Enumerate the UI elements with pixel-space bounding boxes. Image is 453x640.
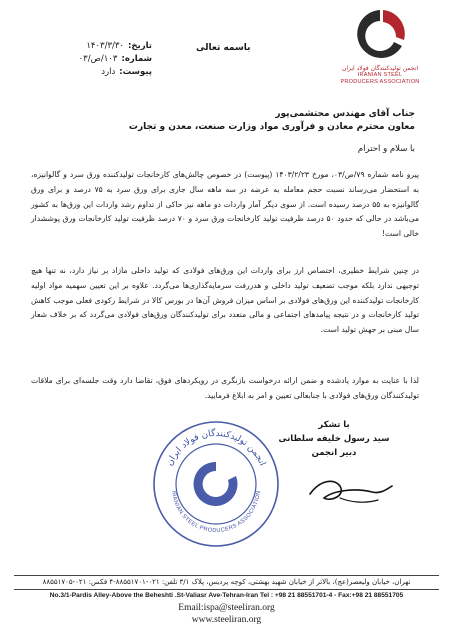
footer-address-persian: تهران، خیابان ولیعصر(عج)، بالاتر از خیابان شهید بهشتی، کوچه پردیس، پلاک ۳/۱ تلفن: ۰۲۱-۸۸۵۵۱۷۰۱-۴ فکس: ۰۲۱-۸۸۵۵۱۷۰۵ bbox=[42, 578, 411, 586]
handwritten-signature-icon bbox=[300, 472, 400, 512]
footer-divider-middle bbox=[14, 589, 439, 590]
stamp-english-text: IRANIAN STEEL PRODUCERS ASSOCIATION bbox=[170, 490, 262, 535]
reference-block bbox=[32, 40, 152, 79]
footer-email: Email:ispa@steeliran.org bbox=[178, 603, 275, 613]
number-row bbox=[32, 53, 152, 66]
date-row bbox=[32, 40, 152, 53]
signer-name: سید رسول خلیفه سلطانی bbox=[278, 434, 390, 444]
stamp-persian-text: انجمن تولیدکنندگان فولاد ایران bbox=[164, 428, 268, 468]
date-label: تاریخ: bbox=[128, 41, 152, 51]
closing-thanks: با تشکر bbox=[318, 420, 350, 430]
logo-english-line-2: PRODUCERS ASSOCIATION bbox=[340, 78, 420, 85]
steel-association-logo-icon bbox=[350, 6, 410, 64]
number-value: ۱۰۳/ص/۰۳ bbox=[78, 54, 118, 64]
addressee-position: معاون محترم معادن و فرآوری مواد وزارت صنعت، معدن و تجارت bbox=[128, 122, 415, 132]
addressee-block bbox=[35, 108, 415, 134]
attachment-value: دارد bbox=[101, 67, 116, 77]
logo-english-line-1: IRANIAN STEEL bbox=[357, 72, 403, 78]
besmeh-heading: باسمه تعالی bbox=[196, 43, 251, 53]
paragraph-3: لذا با عنایت به موارد یادشده و ضمن ارائه درخواست بازنگری در رویکردهای فوق، تقاضا دارد وقت جلسه‌ای برای ملاقات تولیدکنندگان ورق‌های فولادی با جنابعالی تعیین و امر به ابلاغ فرمایید. bbox=[31, 376, 419, 400]
logo-persian-name: انجمن تولیدکنندگان فولاد ایران bbox=[341, 65, 419, 72]
addressee-name: جناب آقای مهندس محتشمی‌پور bbox=[275, 109, 415, 119]
attachment-label: پیوست: bbox=[119, 67, 152, 77]
paragraph-1: پیرو نامه شماره ۷۹/ص/۰۳، مورخ ۱۴۰۳/۲/۲۳ (پیوست) در خصوص چالش‌های کارخانجات تولیدکننده ورق سرد و گالوانیزه، به استحضار می‌رساند نسبت حجم معامله به عرضه در سه ماهه سال جاری برای ورق سرد به ۷۵ درصد و برای ورق گالوانیزه به ۵۵ درصد رسیده است. از سوی دیگر آمار واردات دو ماهه نیز حاکی از تداوم رشد واردات این ورق‌ها به کشور می‌باشد در حالی که حدود ۵۰ درصد ظرفیت تولید کارخانجات ورق سرد و ۷۰ درصد ظرفیت تولید کارخانجات ورق پوششدار خالی است! bbox=[31, 170, 420, 239]
number-label: شماره: bbox=[121, 54, 152, 64]
signature-block bbox=[268, 418, 400, 460]
footer-address-english: No.3/1-Pardis Alley-Above the Beheshti .St-Valiasr Ave-Tehran-Iran Tel : +98 21 88551701-4 - Fax:+98 21 88551705 bbox=[49, 592, 404, 599]
association-logo bbox=[326, 6, 434, 90]
salutation: با سلام و احترام bbox=[357, 144, 415, 154]
signer-title: دبیر انجمن bbox=[311, 448, 357, 458]
footer-website: www.steeliran.org bbox=[191, 615, 262, 625]
svg-text:IRANIAN STEEL PRODUCERS ASSOCI bbox=[170, 490, 262, 534]
paragraph-2: در چنین شرایط خطیری، اختصاص ارز برای واردات این ورق‌های فولادی که تولید داخلی مازاد بر نیاز دارد، نه تنها هیچ توجیهی ندارد بلکه موجب تضعیف تولید داخلی و هدررفت سرمایه‌گذاری‌ها می‌گردد. علاوه بر این تعیین سهمیه مواد اولیه کارخانجات تولیدکننده این ورق‌های فولادی بر اساس میزان فروش آن‌ها در بورس کالا در شرایط رکودی فعلی موجب کاهش تولید کارخانجات و در نتیجه پیامدهای اجتماعی و مالی متعدد برای تولیدکنندگان ورق‌های فولادی می‌گردد که بر خلاف شعار سال مبنی بر جهش تولید است. bbox=[31, 266, 419, 335]
date-value: ۱۴۰۳/۳/۳۰ bbox=[86, 41, 124, 51]
attachment-row bbox=[32, 66, 152, 79]
association-stamp-icon bbox=[150, 418, 282, 550]
